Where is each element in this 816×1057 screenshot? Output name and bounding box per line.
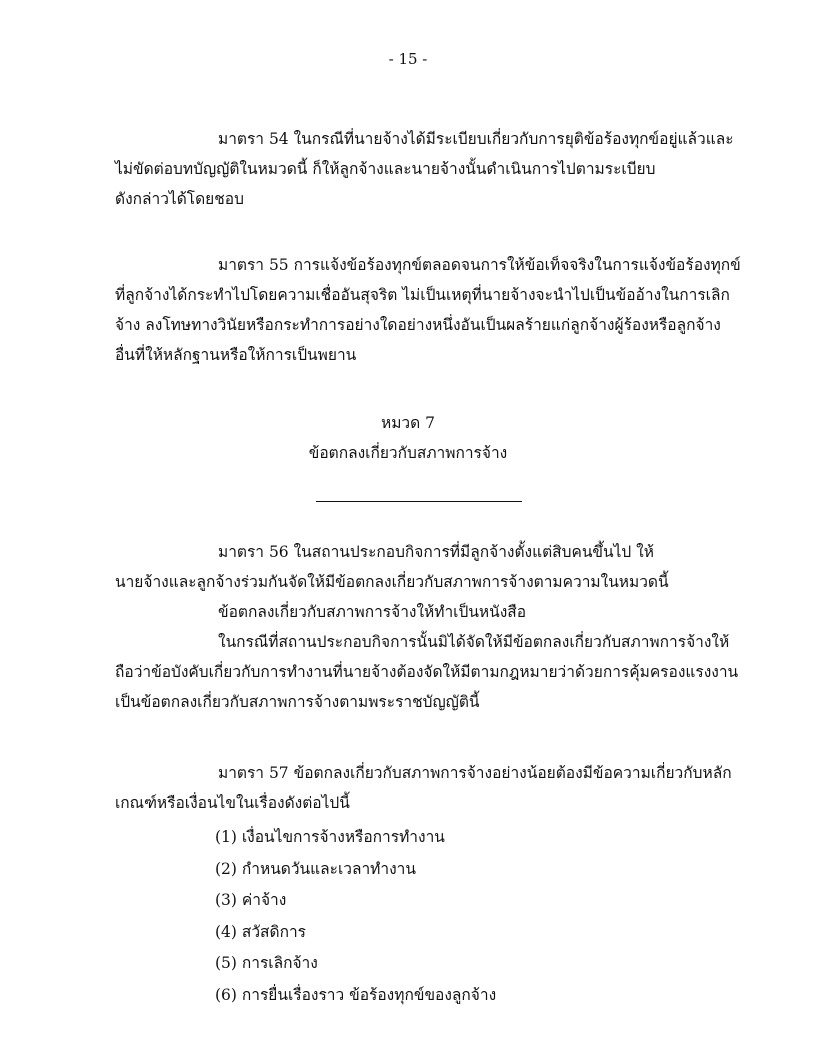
paragraph-line: นายจ้างและลูกจ้างร่วมกันจัดให้มีข้อตกลงเกี่ยวกับสภาพการจ้างตามความในหมวดนี้ <box>115 573 669 591</box>
chapter-divider <box>316 501 522 502</box>
paragraph-line: ไม่ขัดต่อบทบัญญัติในหมวดนี้ ก็ให้ลูกจ้างและนายจ้างนั้นดำเนินการไปตามระเบียบ <box>115 160 656 178</box>
list-item: (2) กำหนดวันและเวลาทำงาน <box>215 859 416 878</box>
paragraph-line: ดังกล่าวได้โดยชอบ <box>115 190 244 208</box>
section-57-list <box>215 822 496 1011</box>
paragraph-line: ในกรณีที่สถานประกอบกิจการนั้นมิได้จัดให้มีข้อตกลงเกี่ยวกับสภาพการจ้างให้ <box>218 633 730 651</box>
section-57-paragraph <box>115 758 732 818</box>
paragraph-line: เป็นข้อตกลงเกี่ยวกับสภาพการจ้างตามพระราชบัญญัตินี้ <box>115 693 480 711</box>
paragraph-line: ที่ลูกจ้างได้กระทำไปโดยความเชื่ออันสุจริต ไม่เป็นเหตุที่นายจ้างจะนำไปเป็นข้ออ้างในการเลิก <box>115 286 730 304</box>
list-item: (3) ค่าจ้าง <box>215 891 287 909</box>
paragraph-line: เกณฑ์หรือเงื่อนไขในเรื่องดังต่อไปนี้ <box>115 794 350 812</box>
paragraph-line: มาตรา 56 ในสถานประกอบกิจการที่มีลูกจ้างตั้งแต่สิบคนขึ้นไป ให้ <box>218 543 654 561</box>
list-item: (6) การยื่นเรื่องราว ข้อร้องทุกข์ของลูกจ้าง <box>215 985 497 1004</box>
list-item: (1) เงื่อนไขการจ้างหรือการทำงาน <box>215 828 445 846</box>
paragraph-line: ถือว่าข้อบังคับเกี่ยวกับการทำงานที่นายจ้างต้องจัดให้มีตามกฎหมายว่าด้วยการคุ้มครองแรงงาน <box>115 663 739 681</box>
paragraph-line: มาตรา 57 ข้อตกลงเกี่ยวกับสภาพการจ้างอย่างน้อยต้องมีข้อความเกี่ยวกับหลัก <box>218 764 732 782</box>
paragraph-line: อื่นที่ให้หลักฐานหรือให้การเป็นพยาน <box>115 346 357 364</box>
paragraph-line: มาตรา 54 ในกรณีที่นายจ้างได้มีระเบียบเกี่ยวกับการยุติข้อร้องทุกข์อยู่แล้วและ <box>218 130 734 148</box>
list-item: (5) การเลิกจ้าง <box>215 954 318 972</box>
chapter-number: หมวด 7 <box>381 414 435 432</box>
page-number: - 15 - <box>388 50 428 68</box>
paragraph-line: ข้อตกลงเกี่ยวกับสภาพการจ้างให้ทำเป็นหนังสือ <box>218 603 527 621</box>
section-54-paragraph <box>115 124 734 214</box>
section-56-paragraph <box>115 537 739 717</box>
chapter-title: ข้อตกลงเกี่ยวกับสภาพการจ้าง <box>308 444 508 462</box>
section-55-paragraph <box>115 250 741 370</box>
list-item: (4) สวัสดิการ <box>215 922 306 941</box>
paragraph-line: มาตรา 55 การแจ้งข้อร้องทุกข์ตลอดจนการให้ข้อเท็จจริงในการแจ้งข้อร้องทุกข์ <box>218 256 741 274</box>
paragraph-line: จ้าง ลงโทษทางวินัยหรือกระทำการอย่างใดอย่างหนึ่งอันเป็นผลร้ายแก่ลูกจ้างผู้ร้องหรือลูกจ้าง <box>115 316 721 334</box>
